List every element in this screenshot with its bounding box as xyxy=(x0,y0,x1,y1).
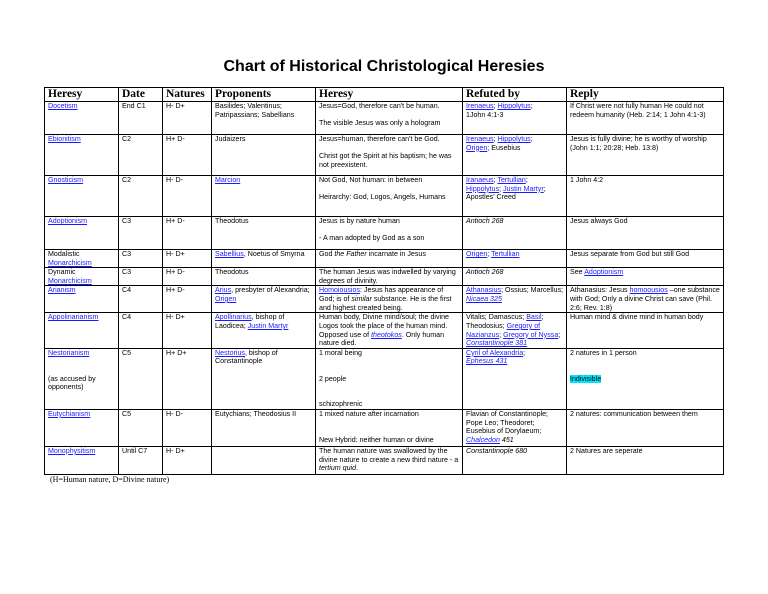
header-heresy: Heresy xyxy=(45,88,119,102)
proponents-cell: Theodotus xyxy=(212,217,316,250)
proponents-cell xyxy=(212,446,316,474)
natures-cell: H+ D- xyxy=(163,268,212,286)
footnote: (H=Human nature, D=Divine nature) xyxy=(50,475,170,484)
link-sabellius[interactable]: Sabellius xyxy=(215,250,244,258)
reply-cell: Human mind & divine mind in human body xyxy=(567,313,724,348)
refuted-by-cell: Flavian of Constantinople; Pope Leo; Theodoret; Eusebius of Dorylaeum; Chalcedon 451 xyxy=(463,409,567,446)
proponents-cell: Apollinarius, bishop of Laodicea; Justin Martyr xyxy=(212,313,316,348)
table-row xyxy=(45,102,724,135)
link-arius[interactable]: Arius xyxy=(215,286,232,295)
heresy-link-eutychianism[interactable]: Eutychianism xyxy=(48,409,91,418)
proponents-cell: Eutychians; Theodosius II xyxy=(212,409,316,446)
table-row: Dynamic Monarchicism C3 H+ D- Theodotus The human Jesus was indwelled by varying degrees of divinity. Antioch 268 See Adoptionism xyxy=(45,268,724,286)
reply-cell: See Adoptionism xyxy=(567,268,724,286)
natures-cell: H- D- xyxy=(163,176,212,217)
proponents-cell: Nestorius, bishop of Constantinople xyxy=(212,348,316,409)
proponents-cell: Sabellius, Noetus of Smyrna xyxy=(212,250,316,268)
date-cell: C3 xyxy=(119,217,163,250)
date-cell: C5 xyxy=(119,409,163,446)
link-marcion[interactable]: Marcion xyxy=(215,176,241,184)
link-origen[interactable]: Origen xyxy=(466,143,488,152)
proponents-cell: Theodotus xyxy=(212,268,316,286)
page-title: Chart of Historical Christological Heresies xyxy=(223,58,545,75)
link-tertullian[interactable]: Tertullian xyxy=(491,250,520,258)
heresy-link-adoptionism[interactable]: Adoptionism xyxy=(48,217,88,225)
link-hippolytus[interactable]: Hippolytus xyxy=(466,184,500,193)
natures-cell: H+ D- xyxy=(163,217,212,250)
link-origen[interactable]: Origen xyxy=(466,250,488,258)
link-justin-martyr[interactable]: Justin Martyr xyxy=(503,184,544,193)
date-cell: C2 xyxy=(119,176,163,217)
header-natures: Natures xyxy=(163,88,212,102)
link-hippolytus[interactable]: Hippolytus xyxy=(497,135,531,143)
heresy-link-ebionitism[interactable]: Ebionitism xyxy=(48,135,81,143)
heresy-description-cell: Human body, Divine mind/soul; the divine Logos took the place of the human mind. Opposed use of theotokos. Only human nature died. xyxy=(316,313,463,348)
link-athanasius[interactable]: Athanasius xyxy=(466,286,502,295)
natures-cell: H+ D- xyxy=(163,135,212,176)
heresy-description-cell: Jesus=God, therefore can't be human. The visible Jesus was only a hologram xyxy=(316,102,463,135)
link-constantinople-381[interactable]: Constantinople 381 xyxy=(466,339,528,348)
link-gregory-of-nyssa[interactable]: Gregory of Nyssa xyxy=(503,330,559,339)
natures-cell: H- D+ xyxy=(163,250,212,268)
proponents-cell xyxy=(212,176,316,217)
reply-cell: Jesus separate from God but still God xyxy=(567,250,724,268)
reply-cell: 2 Natures are seperate xyxy=(567,446,724,474)
link-homoousios[interactable]: homoousios xyxy=(629,286,668,295)
heresy-link-monophysitism[interactable]: Monophysitism xyxy=(48,446,96,455)
header-heresy-description: Heresy xyxy=(316,88,463,102)
link-theotokos[interactable]: theotokos xyxy=(371,330,402,339)
heresy-description-cell: Jesus=human, therefore can't be God. Christ got the Spirit at his baptism; he was not preexistent. xyxy=(316,135,463,176)
table-row xyxy=(45,176,724,217)
link-homoiousios[interactable]: Homoiousios xyxy=(319,286,361,295)
link-nicaea-325[interactable]: Nicaea 325 xyxy=(466,294,502,303)
refuted-by-cell: Vitalis; Damascus; Basil; Theodosius; Gregory of Nazianzus; Gregory of Nyssa; Constantinople 381 xyxy=(463,313,567,348)
refuted-by-cell: Origen; Tertullian xyxy=(463,250,567,268)
link-iranaeus[interactable]: Iranaeus xyxy=(466,176,494,184)
natures-cell: H+ D+ xyxy=(163,348,212,409)
reply-cell: 1 John 4:2 xyxy=(567,176,724,217)
header-refuted-by: Refuted by xyxy=(463,88,567,102)
natures-cell: H- D- xyxy=(163,409,212,446)
date-cell: Until C7 xyxy=(119,446,163,474)
date-cell: C5 xyxy=(119,348,163,409)
refuted-by-cell: Irenaeus; Hippolytus; Origen; Eusebius xyxy=(463,135,567,176)
refuted-by-cell: Iranaeus; Tertullian; Hippolytus; Justin Martyr; Apostles' Creed xyxy=(463,176,567,217)
date-cell: C3 xyxy=(119,250,163,268)
heresy-description-cell: 1 moral being 2 people schizophrenic xyxy=(316,348,463,409)
heresy-link-docetism[interactable]: Docetism xyxy=(48,102,78,110)
table-row xyxy=(45,446,724,474)
refuted-by-cell: Antioch 268 xyxy=(463,268,567,286)
reply-cell: Jesus is fully divine; he is worthy of worship (John 1:1; 20:28; Heb. 13:8) xyxy=(567,135,724,176)
reply-cell: 2 natures in 1 person Indivisible xyxy=(567,348,724,409)
date-cell: C3 xyxy=(119,268,163,286)
natures-cell: H- D+ xyxy=(163,313,212,348)
proponents-cell: Judaizers xyxy=(212,135,316,176)
date-cell: C4 xyxy=(119,286,163,313)
link-ephesus-431[interactable]: Ephesus 431 xyxy=(466,357,508,366)
refuted-by-cell: Constantinople 680 xyxy=(463,446,567,474)
heresy-link-arianism[interactable]: Arianism xyxy=(48,286,76,295)
link-irenaeus[interactable]: Irenaeus xyxy=(466,135,494,143)
date-cell: C2 xyxy=(119,135,163,176)
heresy-link-nestorianism[interactable]: Nestorianism xyxy=(48,348,90,357)
link-chalcedon[interactable]: Chalcedon xyxy=(466,435,500,444)
indivisible-highlight: Indivisible xyxy=(570,374,602,383)
table-row xyxy=(45,135,724,176)
table-row: Nestorianism (as accused by opponents) C5 H+ D+ Nestorius, bishop of Constantinople 1 moral being 2 people schizophrenic Cyril of Alexandria; Ephesus 431 2 natures in 1 person Indivisible xyxy=(45,348,724,409)
link-origen[interactable]: Origen xyxy=(215,294,237,303)
table-row xyxy=(45,313,724,348)
date-cell: End C1 xyxy=(119,102,163,135)
refuted-by-cell: Athanasius; Ossius; Marcellus; Nicaea 325 xyxy=(463,286,567,313)
refuted-by-cell: Antioch 268 xyxy=(463,217,567,250)
heresy-description-cell: Homoiousios: Jesus has appearance of God; is of similar substance. He is the first and highest created being. xyxy=(316,286,463,313)
link-nestorius[interactable]: Nestorius xyxy=(215,348,245,357)
link-gregory-of-nazianzus[interactable]: Gregory of Nazianzus xyxy=(466,321,541,339)
natures-cell: H- D+ xyxy=(163,446,212,474)
heresy-description-cell: God the Father incarnate in Jesus xyxy=(316,250,463,268)
reply-cell: If Christ were not fully human He could not redeem humanity (Heb. 2:14; 1 John 4:1-3) xyxy=(567,102,724,135)
heresy-description-cell: The human nature was swallowed by the divine nature to create a new third nature - a tertium quid. xyxy=(316,446,463,474)
heresy-description-cell: The human Jesus was indwelled by varying degrees of divinity. xyxy=(316,268,463,286)
heresy-link-appolinarianism[interactable]: Appolinarianism xyxy=(48,313,99,322)
reply-cell: 2 natures: communication between them xyxy=(567,409,724,446)
heresy-link-gnosticism[interactable]: Gnosticism xyxy=(48,176,84,184)
refuted-by-cell: Irenaeus; Hippolytus; 1John 4:1-3 xyxy=(463,102,567,135)
heresy-link-modalistic-monarchicism[interactable]: Monarchicism xyxy=(48,258,92,267)
heresy-description-cell: Jesus is by nature human - A man adopted by God as a son xyxy=(316,217,463,250)
header-reply: Reply xyxy=(567,88,724,102)
link-basil[interactable]: Basil xyxy=(526,313,542,322)
link-adoptionism[interactable]: Adoptionism xyxy=(584,268,624,277)
heresy-description-cell: 1 mixed nature after incarnation New Hybrid: neither human or divine xyxy=(316,409,463,446)
table-row xyxy=(45,286,724,313)
link-justin-martyr[interactable]: Justin Martyr xyxy=(247,321,289,330)
heresy-link-dynamic-monarchicism[interactable]: Monarchicism xyxy=(48,276,92,285)
link-tertullian[interactable]: Tertullian xyxy=(497,176,526,184)
table-row xyxy=(45,409,724,446)
link-apollinarius[interactable]: Apollinarius xyxy=(215,313,252,322)
link-irenaeus[interactable]: Irenaeus xyxy=(466,102,494,110)
natures-cell: H- D+ xyxy=(163,102,212,135)
natures-cell: H+ D- xyxy=(163,286,212,313)
header-proponents: Proponents xyxy=(212,88,316,102)
header-row xyxy=(45,88,724,102)
reply-cell: Athanasius: Jesus homoousios –one substance with God; Only a divine Christ can save (Phil. 2:6; Rev. 1:8) xyxy=(567,286,724,313)
refuted-by-cell: Cyril of Alexandria; Ephesus 431 xyxy=(463,348,567,409)
heresies-table xyxy=(44,87,724,475)
table-row xyxy=(45,217,724,250)
proponents-cell: Basilides; Valentinus; Patripassians; Sabellians xyxy=(212,102,316,135)
date-cell: C4 xyxy=(119,313,163,348)
link-hippolytus[interactable]: Hippolytus xyxy=(497,102,531,110)
heresy-description-cell: Not God, Not human: in between Heirarchy: God, Logos, Angels, Humans xyxy=(316,176,463,217)
table-row: Modalistic Monarchicism C3 H- D+ Sabellius, Noetus of Smyrna God the Father incarnate in Jesus Origen; Tertullian Jesus separate from God but still God xyxy=(45,250,724,268)
link-cyril-of-alexandria[interactable]: Cyril of Alexandria xyxy=(466,348,524,357)
reply-cell: Jesus always God xyxy=(567,217,724,250)
proponents-cell: Arius, presbyter of Alexandria; Origen xyxy=(212,286,316,313)
header-date: Date xyxy=(119,88,163,102)
